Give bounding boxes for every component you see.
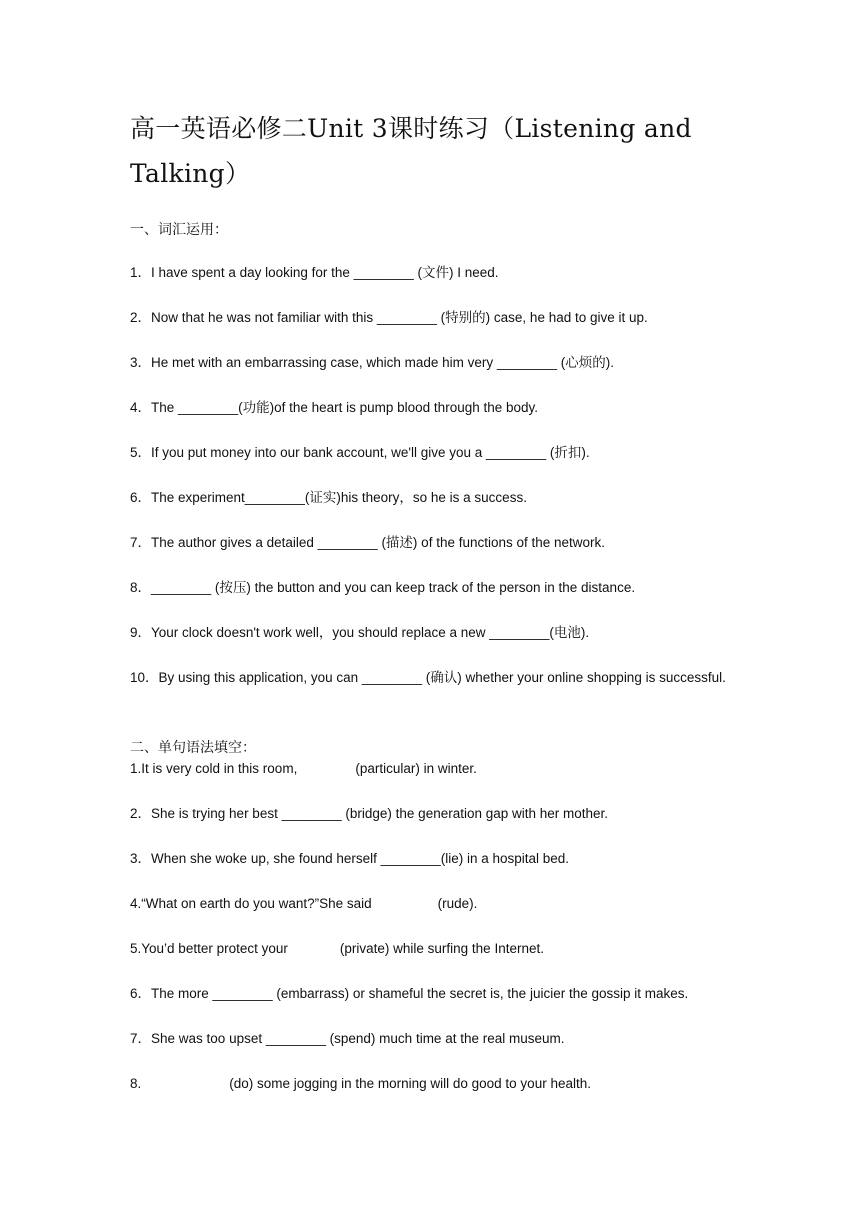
item-text: She was too upset ________ (spend) much time at the real museum. [151,1031,565,1046]
item-number: 8. [130,1076,142,1091]
item-number: 2． [130,806,152,821]
item-text: I have spent a day looking for the ________ (文件) I need. [151,265,499,280]
vocab-item-9 [130,622,730,644]
vocab-item-8 [130,577,730,599]
item-text: The more ________ (embarrass) or shameful the secret is, the juicier the gossip it makes. [151,986,689,1001]
item-text: The author gives a detailed ________ (描述) of the functions of the network. [151,535,606,550]
item-number: 6． [130,490,152,505]
item-number: 1. [130,761,142,776]
item-text-after-blank: (private) while surfing the Internet. [339,941,544,956]
vocab-item-4 [130,397,730,419]
item-number: 1． [130,265,152,280]
item-text-after-blank: (particular) in winter. [355,761,477,776]
vocab-item-1 [130,262,730,284]
item-text: He met with an embarrassing case, which made him very ________ (心烦的). [151,355,614,370]
grammar-item-6 [130,983,730,1005]
item-number: 8． [130,580,152,595]
vocab-item-5 [130,442,730,464]
item-number: 10． [130,670,159,685]
item-number: 5. [130,941,142,956]
item-number: 9． [130,625,152,640]
grammar-item-2 [130,803,730,825]
item-text: The ________(功能)of the heart is pump blood through the body. [151,400,539,415]
vocab-item-2 [130,307,730,329]
vocab-item-10 [130,667,730,689]
item-number: 3． [130,355,152,370]
grammar-item-4 [130,893,730,915]
item-number: 6． [130,986,152,1001]
item-number: 2． [130,310,152,325]
item-text: ________ (按压) the button and you can keep track of the person in the distance. [151,580,636,595]
item-text: “What on earth do you want?”She said [141,896,372,911]
item-text: When she woke up, she found herself ________(lie) in a hospital bed. [151,851,570,866]
item-number: 7． [130,535,152,550]
document-title: 高一英语必修二Unit 3课时练习（Listening and Talking） [130,114,692,188]
item-text: You’d better protect your [141,941,288,956]
item-number: 4. [130,896,142,911]
item-text-after-blank: (do) some jogging in the morning will do good to your health. [229,1076,591,1091]
grammar-item-8 [130,1073,730,1095]
item-number: 7． [130,1031,152,1046]
vocab-item-3 [130,352,730,374]
section-heading-vocabulary: 一、词汇运用： [130,222,228,238]
item-text: It is very cold in this room, [141,761,298,776]
grammar-item-7 [130,1028,730,1050]
item-text: By using this application, you can ________ (确认) whether your online shopping is successful. [158,670,726,685]
item-text: She is trying her best ________ (bridge) the generation gap with her mother. [151,806,609,821]
grammar-item-1 [130,758,730,780]
item-text: Now that he was not familiar with this ________ (特别的) case, he had to give it up. [151,310,648,325]
item-number: 5． [130,445,152,460]
item-number: 4． [130,400,152,415]
item-text-after-blank: (rude). [437,896,478,911]
item-number: 3． [130,851,152,866]
grammar-item-5 [130,938,730,960]
section-heading-grammar: 二、单句语法填空： [130,740,256,756]
vocab-item-7 [130,532,730,554]
vocab-item-6 [130,487,730,509]
item-text: Your clock doesn't work well，you should replace a new ________(电池). [151,625,590,640]
item-text: The experiment________(证实)his theory，so he is a success. [151,490,527,505]
grammar-item-3 [130,848,730,870]
item-text: If you put money into our bank account, we'll give you a ________ (折扣). [151,445,590,460]
